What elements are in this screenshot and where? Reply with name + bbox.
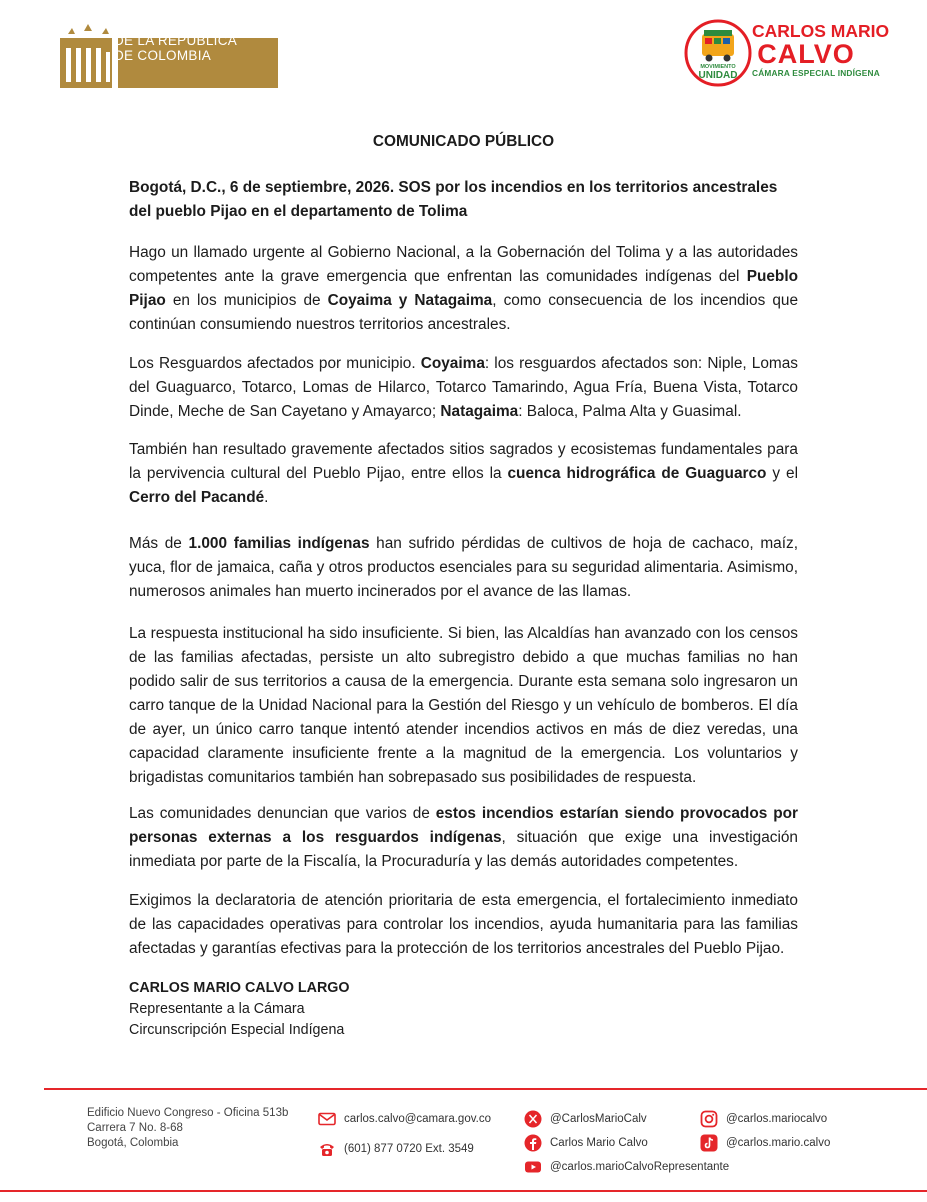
footer-youtube[interactable] [524,1158,729,1176]
footer-facebook[interactable] [524,1134,648,1152]
tiktok-icon [700,1134,718,1152]
text-run: Hago un llamado urgente al Gobierno Nacional, a la Gobernación del Tolima y a las autoridades competentes ante la grave emergencia que enfrentan las comunidades indígenas del [129,244,798,285]
paragraph-2 [129,352,798,424]
bold-run: Cerro del Pacandé [129,489,265,506]
letterhead [0,0,927,130]
text-run: : los resguardos afectados son: Niple, Lomas del Guaguarco, Totarco, Lomas de Hilarco, Totarco Tamarindo, Agua Fría, Buena Vista, Totarco Dinde, Meche de San Cayetano y Amayarco; [129,355,798,420]
signatory-name: CARLOS MARIO CALVO LARGO [129,980,350,996]
paragraph-3 [129,438,798,510]
congreso-line-3: DE COLOMBIA [114,48,212,63]
bold-run: cuenca hidrográfica de Guaguarco [507,465,767,482]
address-line-2: Carrera 7 No. 8-68 [87,1122,183,1134]
address-line-3: Bogotá, Colombia [87,1137,179,1149]
instagram-icon [700,1110,718,1128]
paragraph-7 [129,889,798,961]
paragraph-6 [129,802,798,874]
bold-run: Natagaima [440,403,519,420]
footer-divider [44,1088,927,1090]
footer-bottom-rule [0,1190,927,1202]
signatory-role: Representante a la Cámara [129,1001,305,1017]
footer-email[interactable] [318,1110,491,1128]
paragraph-5 [129,622,798,790]
footer-phone[interactable] [318,1140,474,1158]
address-line-1: Edificio Nuevo Congreso - Oficina 513b [87,1107,289,1119]
text-run: : Baloca, Palma Alta y Guasimal. [518,403,742,420]
instagram-text[interactable]: @carlos.mariocalvo [726,1113,828,1125]
text-run: , como consecuencia de los incendios que continúan consumiendo nuestros territorios ancestrales. [129,292,799,333]
signature-block [129,978,350,1041]
footer-tiktok[interactable] [700,1134,830,1152]
x-handle-text[interactable]: @CarlosMarioCalv [550,1113,647,1125]
x-twitter-icon [524,1110,542,1128]
email-text[interactable]: carlos.calvo@camara.gov.co [344,1113,491,1125]
text-run: , situación que exige una investigación inmediata por parte de la Fiscalía, la Procuraduría y las demás autoridades competentes. [129,829,798,870]
congreso-text [114,18,237,63]
congreso-line-2: DE LA REPÚBLICA [114,33,238,48]
text-run: Los Resguardos afectados por municipio. [129,355,421,372]
bold-run: Coyaima y Natagaima [327,292,493,309]
text-run: y el [766,465,799,482]
phone-text[interactable]: (601) 877 0720 Ext. 3549 [344,1143,474,1155]
candidate-name-block [752,21,890,79]
text-run: También han resultado gravemente afectados sitios sagrados y ecosistemas fundamentales para la pervivencia cultural del Pueblo Pijao, entre ellos la [129,441,798,482]
paragraph-1 [129,241,798,337]
footer-x[interactable] [524,1110,647,1128]
document-heading: Bogotá, D.C., 6 de septiembre, 2026. SOS por los incendios en los territorios ancestrales del pueblo Pijao en el departamento de Tolima [129,179,778,220]
unidad-label: UNIDAD [698,70,738,81]
text-run: en los municipios de [165,292,328,309]
text-run: Las comunidades denuncian que varios de [129,805,436,822]
text-run: Exigimos la declaratoria de atención prioritaria de esta emergencia, el fortalecimiento inmediato de las capacidades operativas para controlar los incendios, ayuda humanitaria para las familias afectadas y garantías efectivas para la protección de los territorios ancestrales del Pueblo Pijao. [129,892,798,957]
bold-run: Coyaima [420,355,485,372]
text-run: . [264,489,269,506]
candidate-first-name: CARLOS MARIO [752,21,890,41]
facebook-icon [524,1134,542,1152]
document-title: COMUNICADO PÚBLICO [372,133,555,150]
candidate-last-name: CALVO [757,39,855,69]
facebook-text[interactable]: Carlos Mario Calvo [550,1137,648,1149]
signatory-district: Circunscripción Especial Indígena [129,1022,345,1038]
bold-run: estos incendios estarían siendo provocados por personas externas a los resguardos indígenas [129,805,798,846]
movimiento-label: MOVIMIENTO [700,64,736,70]
phone-icon [318,1140,336,1158]
candidate-subtitle: CÁMARA ESPECIAL INDÍGENA [752,68,880,78]
bold-run: Pueblo Pijao [129,268,798,309]
text-run: han sufrido pérdidas de cultivos de hoja de cachaco, maíz, yuca, flor de jamaica, caña y otros productos esenciales para su seguridad alimentaria. Asimismo, numerosos animales han muerto incinerados por el avance de las llamas. [129,535,798,600]
tiktok-text[interactable]: @carlos.mario.calvo [726,1137,831,1149]
congreso-line-1: CONGRESO [114,18,196,33]
youtube-text[interactable]: @carlos.marioCalvoRepresentante [550,1161,730,1173]
text-run: Más de [129,535,189,552]
mail-icon [318,1110,336,1128]
footer-instagram[interactable] [700,1110,827,1128]
text-run: La respuesta institucional ha sido insuficiente. Si bien, las Alcaldías han avanzado con los censos de las familias afectadas, persiste un alto subregistro debido a que muchas familias no han podido salir de sus territorios a causa de la emergencia. Durante esta semana solo ingresaron un carro tanque de la Unidad Nacional para la Gestión del Riesgo y un vehículo de bomberos. El día de ayer, un único carro tanque intentó atender incendios activos en más de diez veredas, una capacidad claramente insuficiente frente a la magnitud de la emergencia. Los voluntarios y brigadistas comunitarios también han sobrepasado sus posibilidades de respuesta. [129,625,798,786]
footer-address [87,1106,288,1151]
bold-run: 1.000 familias indígenas [188,535,370,552]
youtube-icon [524,1158,542,1176]
paragraph-4 [129,532,798,604]
